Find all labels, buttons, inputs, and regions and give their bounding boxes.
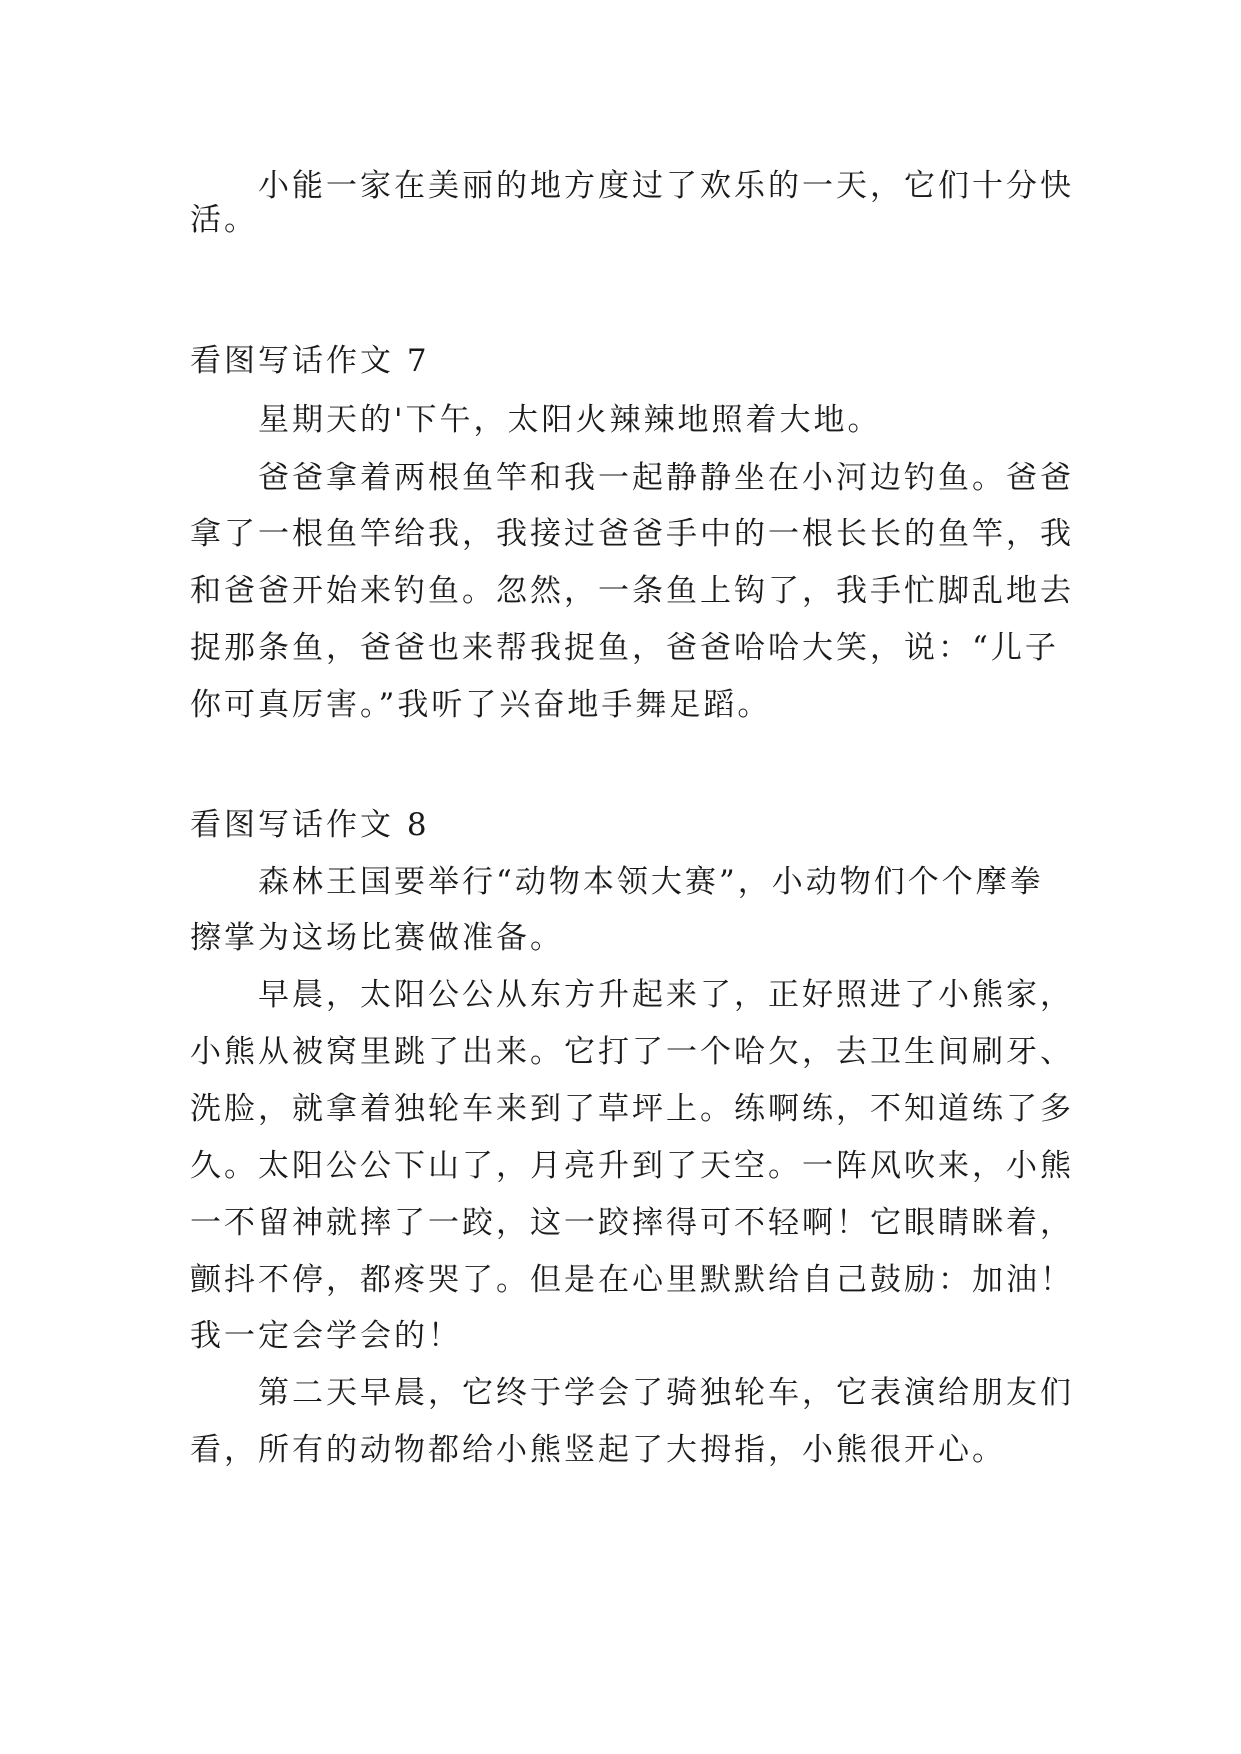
paragraph-line: 一不留神就摔了一跤，这一跤摔得可不轻啊！它眼睛眯着， — [190, 1205, 1074, 1241]
paragraph-line: 第二天早晨，它终于学会了骑独轮车，它表演给朋友们 — [258, 1375, 1074, 1411]
paragraph-line: 久。太阳公公下山了，月亮升到了天空。一阵风吹来，小熊 — [190, 1148, 1074, 1184]
paragraph-line: 早晨，太阳公公从东方升起来了，正好照进了小熊家， — [258, 977, 1074, 1013]
paragraph-line: 捉那条鱼，爸爸也来帮我捉鱼，爸爸哈哈大笑，说：“儿子 — [190, 630, 1059, 666]
paragraph-line: 和爸爸开始来钓鱼。忽然，一条鱼上钩了，我手忙脚乱地去 — [190, 573, 1074, 609]
paragraph-line: 活。 — [190, 202, 258, 238]
paragraph-line: 看，所有的动物都给小熊竖起了大拇指，小熊很开心。 — [190, 1432, 1006, 1468]
paragraph-line: 爸爸拿着两根鱼竿和我一起静静坐在小河边钓鱼。爸爸 — [258, 460, 1074, 496]
paragraph-line: 拿了一根鱼竿给我，我接过爸爸手中的一根长长的鱼竿，我 — [190, 516, 1074, 552]
section-heading-8: 看图写话作文 8 — [190, 807, 430, 843]
paragraph-line: 你可真厉害。”我听了兴奋地手舞足蹈。 — [190, 687, 772, 723]
paragraph-line: 小能一家在美丽的地方度过了欢乐的一天，它们十分快 — [258, 168, 1074, 204]
paragraph-line: 我一定会学会的！ — [190, 1318, 462, 1354]
paragraph-line: 洗脸，就拿着独轮车来到了草坪上。练啊练，不知道练了多 — [190, 1091, 1074, 1127]
paragraph-line: 小熊从被窝里跳了出来。它打了一个哈欠，去卫生间刷牙、 — [190, 1034, 1074, 1070]
section-heading-7: 看图写话作文 7 — [190, 343, 430, 379]
paragraph-line: 颤抖不停，都疼哭了。但是在心里默默给自己鼓励：加油！ — [190, 1262, 1074, 1298]
paragraph-line: 森林王国要举行“动物本领大赛”，小动物们个个摩拳 — [258, 864, 1044, 900]
paragraph-line: 擦掌为这场比赛做准备。 — [190, 920, 564, 956]
paragraph-line: 星期天的'下午，太阳火辣辣地照着大地。 — [258, 402, 882, 438]
